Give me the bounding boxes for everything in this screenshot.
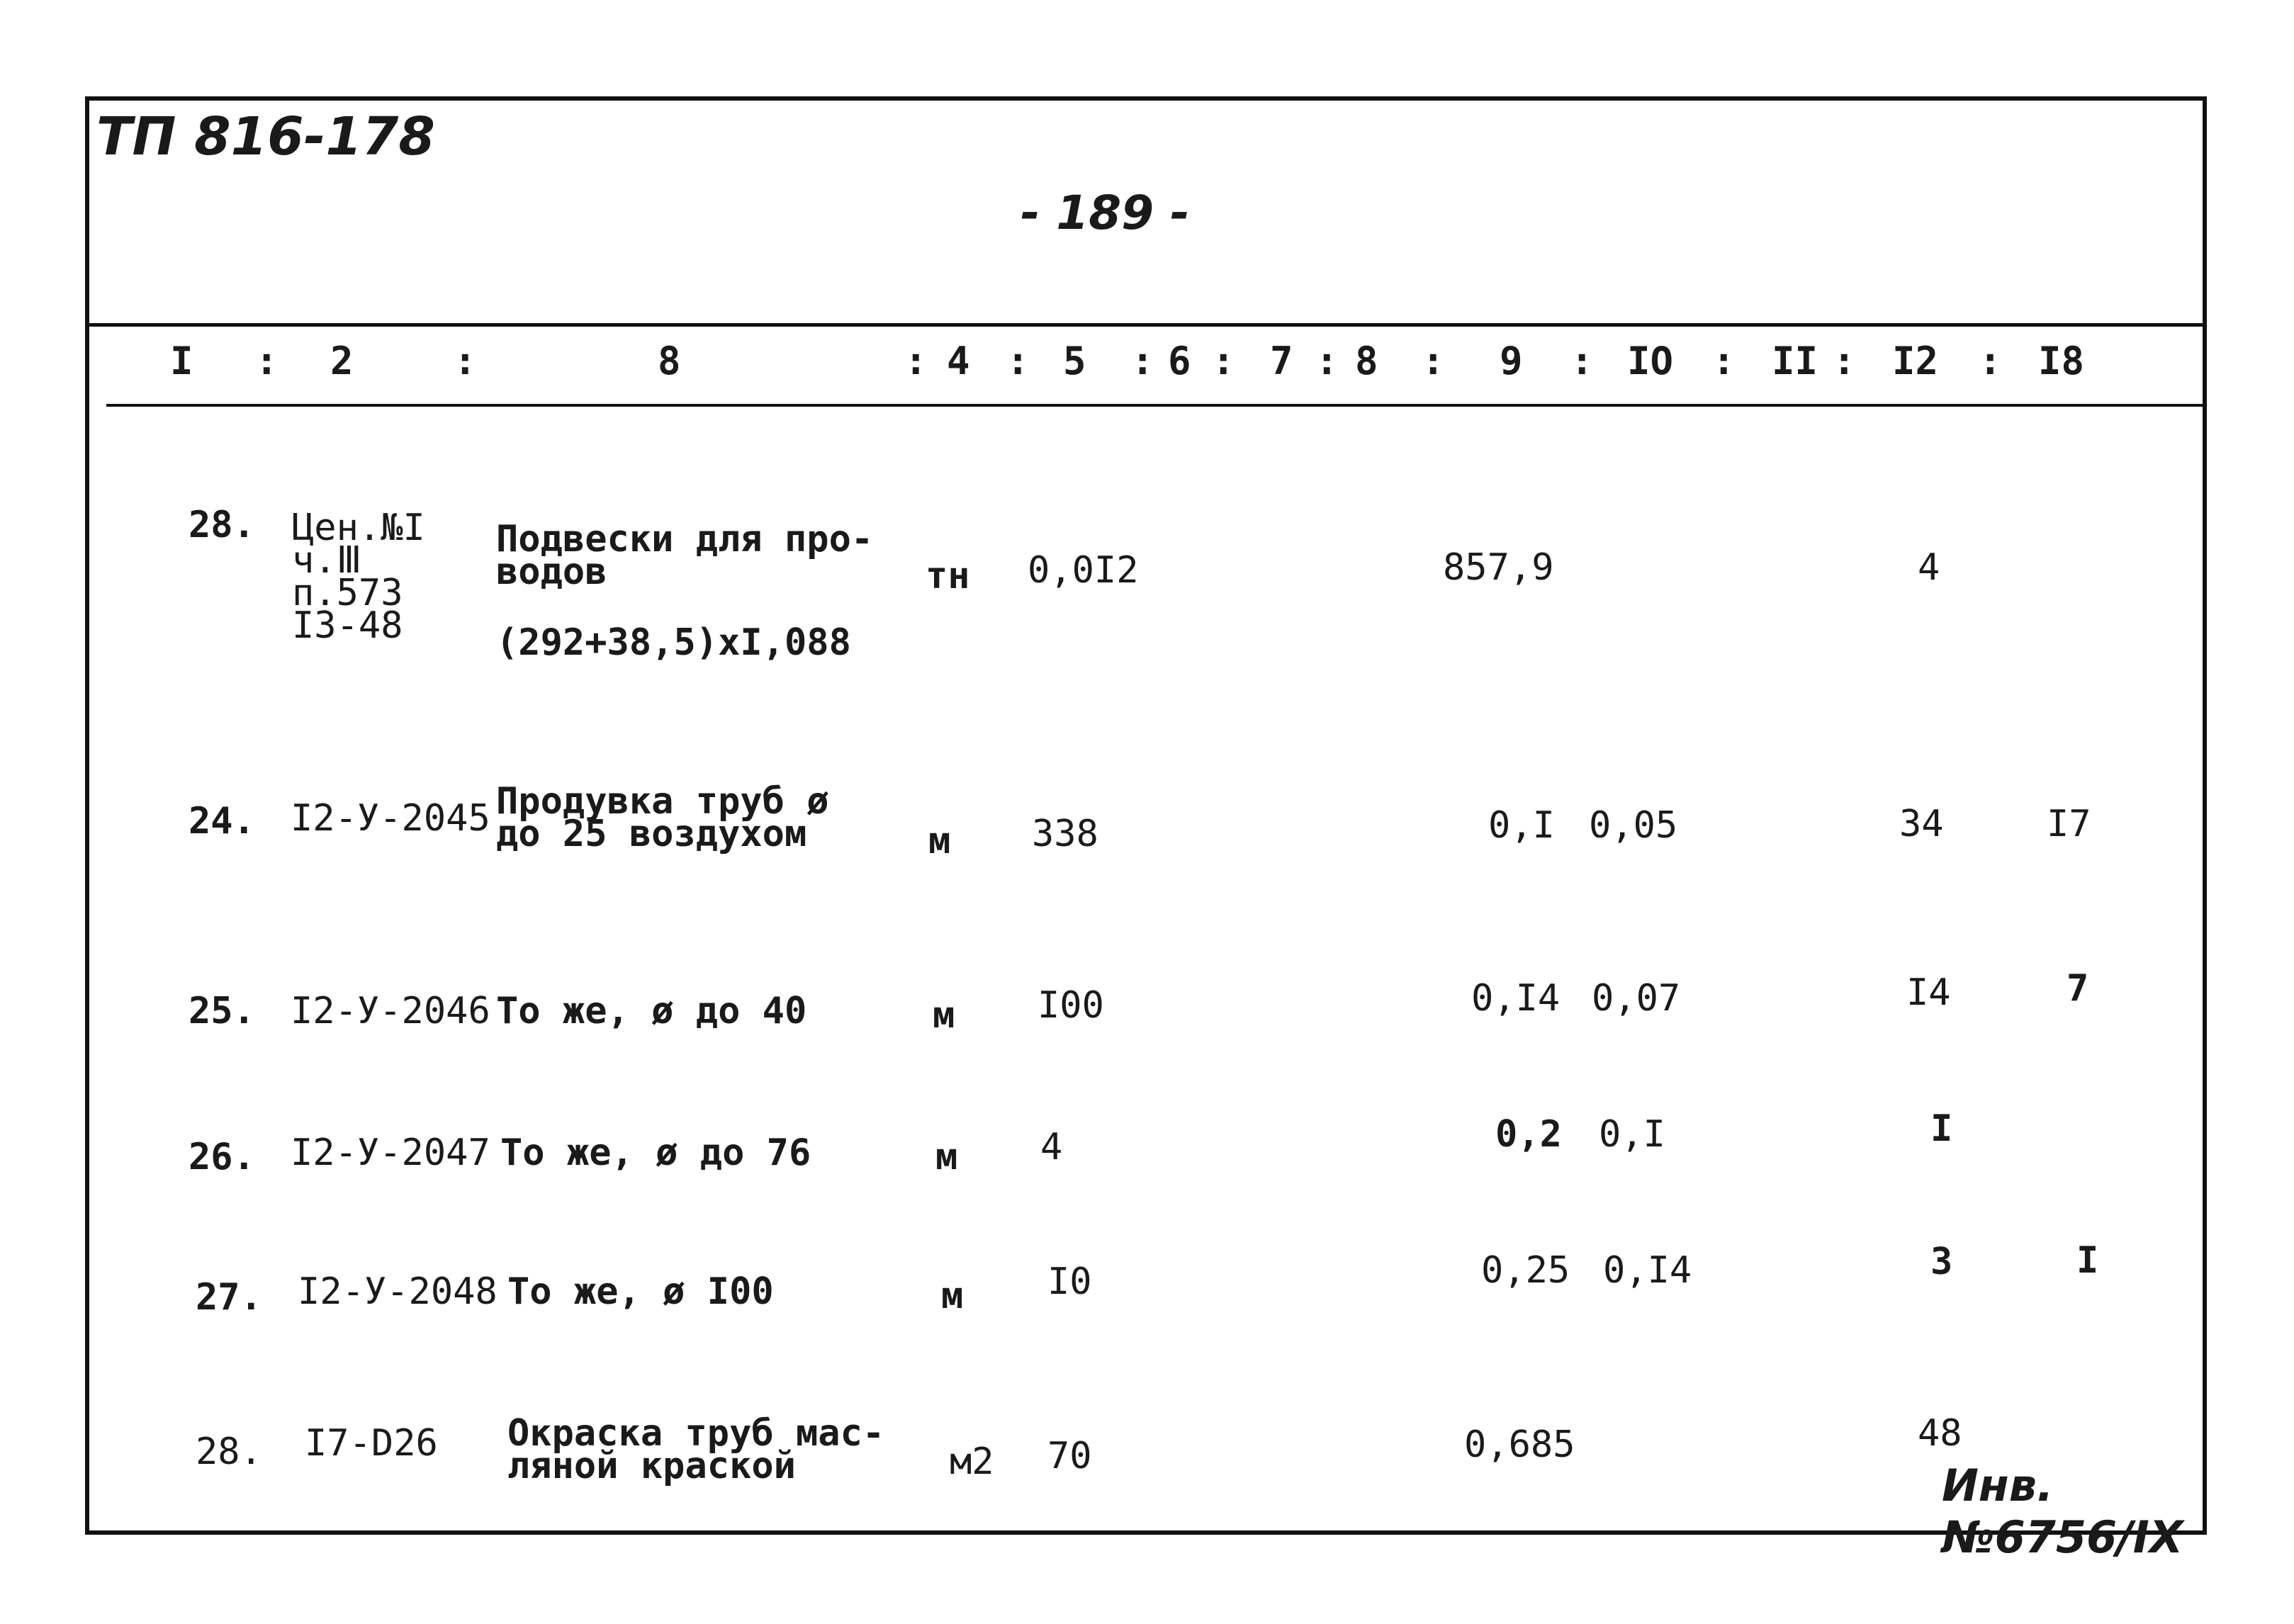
row-description: Окраска труб мас- ляной краской: [507, 1412, 885, 1487]
row-code: I2-У-2046: [291, 990, 490, 1032]
row-quantity: 0,0I2: [1028, 549, 1139, 592]
row-col13: 7: [2067, 967, 2089, 1010]
row-description: То же, ø I00: [507, 1270, 774, 1313]
row-col9: 857,9: [1443, 546, 1554, 589]
row-code: I2-У-2045: [291, 797, 490, 840]
header-separator: :: [904, 339, 928, 383]
column-header-1: I: [170, 339, 193, 383]
row-code: I7-D26: [305, 1422, 438, 1465]
column-header-5: 5: [1063, 339, 1086, 383]
row-number: 25.: [189, 990, 255, 1032]
row-col12: 34: [1899, 803, 1944, 845]
column-header-10: IO: [1627, 339, 1674, 383]
row-col9: 0,2: [1495, 1113, 1562, 1156]
row-code: I2-У-2048: [298, 1270, 497, 1313]
header-separator: :: [1212, 339, 1235, 383]
row-col12: 3: [1930, 1241, 1953, 1283]
row-number: 27.: [196, 1276, 262, 1319]
row-col10: 0,05: [1589, 804, 1678, 847]
column-header-4: 4: [947, 339, 970, 383]
inventory-number: Инв.№6756/IX: [1942, 1460, 2183, 1563]
row-unit: м2: [950, 1440, 994, 1483]
row-description: Подвески для про- водов: [496, 518, 874, 593]
header-separator: :: [1315, 339, 1339, 383]
column-header-6: 6: [1168, 339, 1191, 383]
row-col10: 0,07: [1592, 977, 1681, 1020]
header-bottom-rule: [106, 404, 2203, 407]
row-col13: I: [2076, 1239, 2099, 1282]
row-quantity: 70: [1047, 1435, 1092, 1477]
header-separator: :: [1833, 339, 1856, 383]
column-header-12: I2: [1892, 339, 1939, 383]
row-unit: м: [941, 1275, 964, 1317]
row-number: 24.: [189, 800, 255, 842]
row-col13: I7: [2047, 803, 2091, 845]
row-unit: м: [933, 994, 955, 1037]
row-description: То же, ø до 40: [496, 990, 807, 1032]
row-col12: 4: [1918, 546, 1940, 589]
column-header-7: 7: [1270, 339, 1293, 383]
row-description: Продувка труб ø до 25 воздухом: [496, 780, 829, 855]
row-col10: 0,I: [1599, 1113, 1665, 1156]
row-number: 28.: [189, 504, 255, 546]
header-separator: :: [1131, 339, 1154, 383]
row-col12: 48: [1918, 1412, 1962, 1455]
document-code: ТП 816-178: [96, 106, 435, 167]
row-col9: 0,I4: [1471, 977, 1561, 1020]
row-col9: 0,685: [1464, 1423, 1575, 1466]
header-separator: :: [1712, 339, 1736, 383]
page-number: - 189 -: [1021, 186, 1190, 240]
row-number: 28.: [196, 1431, 262, 1473]
column-header-11: II: [1772, 339, 1818, 383]
row-unit: м: [928, 820, 951, 862]
row-unit: м: [935, 1136, 958, 1178]
row-col10: 0,I4: [1603, 1249, 1692, 1292]
row-number: 26.: [189, 1136, 255, 1178]
column-header-13: I8: [2038, 339, 2085, 383]
header-separator: :: [1422, 339, 1445, 383]
column-header-9: 9: [1500, 339, 1523, 383]
header-separator: :: [1570, 339, 1594, 383]
row-quantity: I0: [1047, 1261, 1092, 1303]
row-unit: тн: [926, 555, 970, 597]
header-separator: :: [255, 339, 279, 383]
row-description: То же, ø до 76: [500, 1132, 811, 1174]
row-quantity: 4: [1040, 1126, 1063, 1168]
row-code: I2-У-2047: [291, 1132, 490, 1174]
header-separator: :: [1006, 339, 1030, 383]
column-header-2: 2: [330, 339, 354, 383]
header-separator: :: [1979, 339, 2002, 383]
header-top-rule: [89, 323, 2203, 327]
column-header-8: 8: [1355, 339, 1378, 383]
column-header-3: 8: [658, 339, 681, 383]
row-col12: I: [1930, 1107, 1953, 1150]
row-formula: (292+38,5)xI,088: [496, 621, 851, 664]
row-quantity: 338: [1032, 813, 1098, 855]
row-code: Цен.№I ч.Ⅲ п.573 I3-48: [292, 507, 425, 647]
row-col9: 0,I: [1488, 804, 1555, 847]
header-separator: :: [454, 339, 477, 383]
row-quantity: I00: [1038, 984, 1104, 1027]
row-col12: I4: [1906, 971, 1951, 1014]
row-col9: 0,25: [1481, 1249, 1570, 1292]
